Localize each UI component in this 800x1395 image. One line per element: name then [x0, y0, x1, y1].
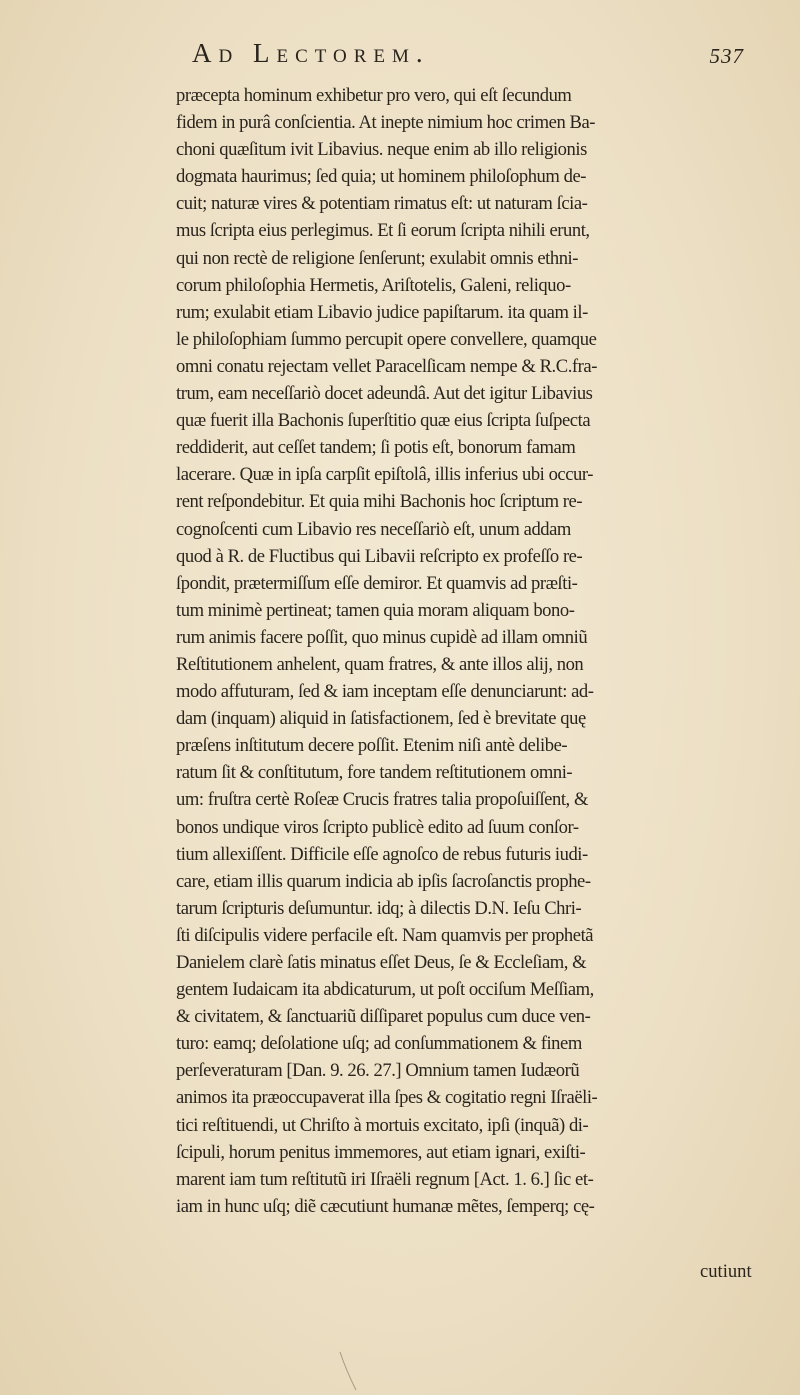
- text-line: modo affuturam, ſed & iam inceptam eſſe denunciarunt: ad-: [176, 681, 594, 703]
- text-line: tum minimè pertineat; tamen quia moram aliquam bono-: [176, 599, 575, 621]
- text-line: choni quæſitum ivit Libavius. neque enim ab illo religionis: [176, 139, 587, 161]
- page-number: 537: [709, 44, 744, 68]
- text-line: dogmata haurimus; ſed quia; ut hominem philoſophum de-: [176, 166, 587, 188]
- body-text: [176, 82, 764, 1220]
- text-line: turo: eamq; deſolatione uſq; ad conſummationem & finem: [176, 1033, 582, 1055]
- text-line: quod à R. de Fluctibus qui Libavii reſcripto ex profeſſo re-: [176, 545, 583, 567]
- pencil-mark: [336, 1350, 360, 1392]
- text-line: fidem in purâ conſcientia. At inepte nimium hoc crimen Ba-: [176, 112, 595, 134]
- text-line: tici reſtituendi, ut Chriſto à mortuis excitato, ipſi (inquã) di-: [176, 1114, 589, 1136]
- text-line: rent reſpondebitur. Et quia mihi Bachonis hoc ſcriptum re-: [176, 491, 583, 513]
- text-line: quæ fuerit illa Bachonis ſuperſtitio quæ eius ſcripta ſuſpecta: [176, 410, 591, 432]
- text-line: lacerare. Quæ in ipſa carpſit epiſtolâ, illis inferius ubi occur-: [176, 464, 593, 486]
- running-title: Ad Lectorem.: [192, 38, 430, 68]
- text-line: trum, eam neceſſariò docet adeundâ. Aut det igitur Libavius: [176, 383, 593, 405]
- text-line: animos ita præoccupaverat illa ſpes & cogitatio regni Iſraëli-: [176, 1087, 598, 1109]
- text-line: bonos undique viros ſcripto publicè edito ad ſuum conſor-: [176, 816, 579, 838]
- text-line: mus ſcripta eius perlegimus. Et ſi eorum ſcripta nihili erunt,: [176, 220, 590, 242]
- text-line: dam (inquam) aliquid in ſatisfactionem, ſed è brevitate quę: [176, 708, 586, 730]
- text-line: præſens inſtitutum decere poſſit. Etenim niſi antè delibe-: [176, 735, 568, 757]
- text-line: le philoſophiam ſummo percupit opere convellere, quamque: [176, 328, 597, 350]
- text-line: rum; exulabit etiam Libavio judice papiſtarum. ita quam il-: [176, 301, 588, 323]
- text-line: gentem Iudaicam ita abdicaturum, ut poſt occiſum Meſſiam,: [176, 979, 594, 1001]
- text-line: ſpondit, prætermiſſum eſſe demiror. Et quamvis ad præſti-: [176, 572, 578, 594]
- text-line: cuit; naturæ vires & potentiam rimatus eſt: ut naturam ſcia-: [176, 193, 588, 215]
- text-line: reddiderit, aut ceſſet tandem; ſi potis eſt, bonorum famam: [176, 437, 576, 459]
- running-head: [140, 38, 760, 78]
- text-line: corum philoſophia Hermetis, Ariſtotelis, Galeni, reliquo-: [176, 274, 571, 296]
- text-line: & civitatem, & ſanctuariũ diſſiparet populus cum duce ven-: [176, 1006, 591, 1028]
- text-line: cognoſcenti cum Libavio res neceſſariò eſt, unum addam: [176, 518, 571, 540]
- text-line: ſti diſcipulis videre perfacile eſt. Nam quamvis per prophetã: [176, 924, 594, 946]
- catchword: cutiunt: [700, 1261, 752, 1282]
- text-line: Reſtitutionem anhelent, quam fratres, & ante illos alij, non: [176, 653, 584, 675]
- text-line: qui non rectè de religione ſenſerunt; exulabit omnis ethni-: [176, 247, 579, 269]
- text-line: tarum ſcripturis deſumuntur. idq; à dilectis D.N. Ieſu Chri-: [176, 897, 582, 919]
- text-line: marent iam tum reſtitutũ iri Iſraëli regnum [Act. 1. 6.] ſic et-: [176, 1168, 594, 1190]
- text-line: præcepta hominum exhibetur pro vero, qui eſt ſecundum: [176, 85, 572, 106]
- text-line: ratum ſit & conſtitutum, fore tandem reſtitutionem omni-: [176, 762, 573, 784]
- text-line: perſeveraturam [Dan. 9. 26. 27.] Omnium tamen Iudæorũ: [176, 1060, 580, 1082]
- text-line: ſcipuli, horum penitus immemores, aut etiam ignari, exiſti-: [176, 1141, 586, 1163]
- text-line: iam in hunc uſq; diẽ cæcutiunt humanæ mẽtes, ſemperq; cę-: [176, 1195, 595, 1217]
- text-line: um: fruſtra certè Roſeæ Crucis fratres talia propoſuiſſent, &: [176, 789, 588, 811]
- text-line: care, etiam illis quarum indicia ab ipſis ſacroſanctis prophe-: [176, 870, 591, 892]
- text-line: omni conatu rejectam vellet Paracelſicam nempe & R.C.fra-: [176, 355, 597, 377]
- text-line: rum animis facere poſſit, quo minus cupidè ad illam omniũ: [176, 626, 588, 648]
- text-line: tium allexiſſent. Difficile eſſe agnoſco de rebus futuris iudi-: [176, 843, 588, 865]
- text-line: Danielem clarè ſatis minatus eſſet Deus, ſe & Eccleſiam, &: [176, 952, 587, 973]
